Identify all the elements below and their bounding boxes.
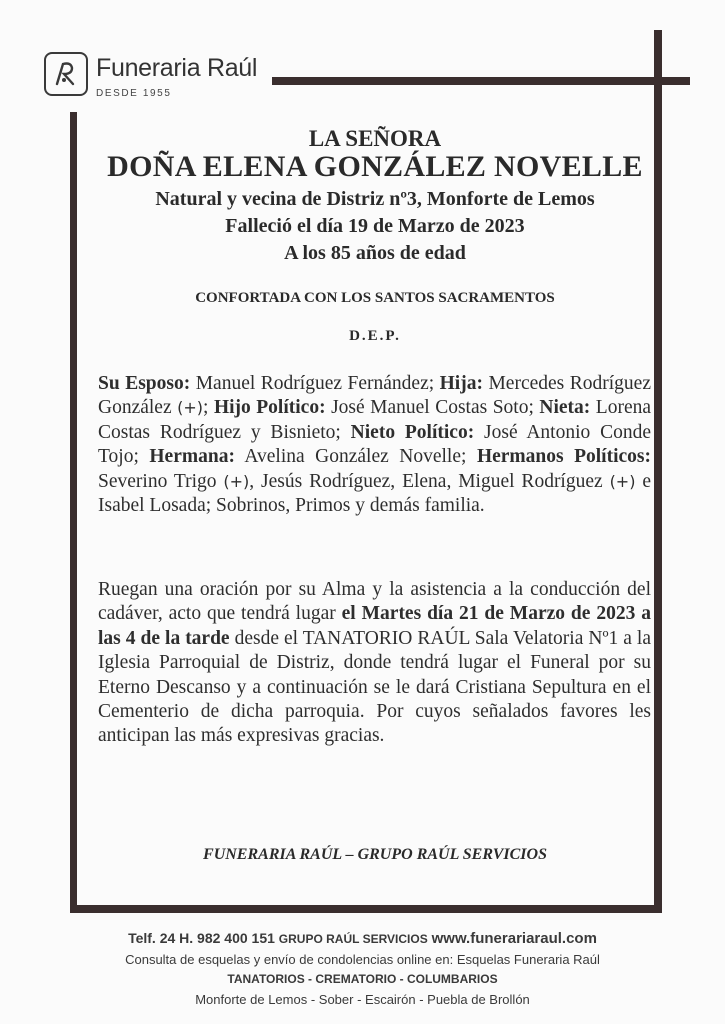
ceremony-paragraph [98, 578, 651, 749]
contact-line [0, 930, 725, 947]
notice-title: LA SEÑORA [308, 126, 442, 151]
contact-group: GRUPO RAÚL SERVICIOS [278, 932, 428, 946]
siblingsinlaw-names-3: e Isabel Losada; Sobrinos, Primos y demás familia. [98, 470, 651, 517]
dep-line: D.E.P. [349, 328, 401, 344]
siblingsinlaw-names-2: , Jesús Rodríguez, Elena, Miguel Rodríguez [249, 470, 610, 492]
sacraments-line: CONFORTADA CON LOS SANTOS SACRAMENTOS [195, 290, 555, 306]
signature: FUNERARIA RAÚL – GRUPO RAÚL SERVICIOS [203, 846, 547, 863]
siblingsinlaw-label: Hermanos Políticos: [476, 446, 651, 468]
deceased-cross-icon: (+) [177, 398, 204, 418]
soninlaw-label: Hijo Político: [213, 397, 326, 419]
brand-logo-icon [44, 52, 88, 96]
services-line: TANATORIOS - CREMATORIO - COLUMBARIOS [227, 972, 498, 986]
daughter-label: Hija: [439, 373, 483, 394]
spouse-label: Su Esposo: [98, 373, 191, 394]
frame-bottom-bar [70, 905, 662, 913]
spouse-name: Manuel Rodríguez Fernández; [190, 373, 440, 394]
sister-name: Avelina González Novelle; [234, 446, 477, 468]
grandsoninlaw-name: José Antonio Conde Tojo; [98, 421, 651, 468]
locations-line: Monforte de Lemos - Sober - Escairón - Puebla de Brollón [195, 992, 530, 1007]
deceased-cross-icon: (+) [223, 471, 250, 491]
siblingsinlaw-names-1: Severino Trigo [98, 470, 224, 492]
family-paragraph [98, 372, 651, 518]
brand-since: DESDE 1955 [96, 88, 172, 99]
soninlaw-name: José Manuel Costas Soto; [325, 397, 540, 419]
frame-left-bar [70, 112, 77, 913]
contact-phone: Telf. 24 H. 982 400 151 [128, 930, 275, 946]
deceased-cross-icon: (+) [609, 471, 636, 491]
brand-name: Funeraria Raúl [96, 54, 258, 82]
ceremony-date: el Martes día 21 de Marzo de 2023 a las 4 de la tarde [98, 603, 651, 649]
age-line: A los 85 años de edad [284, 242, 466, 264]
granddaughter-label: Nieta: [539, 397, 591, 419]
contact-website-link[interactable]: www.funerariaraul.com [431, 930, 597, 947]
sister-label: Hermana: [149, 446, 235, 468]
daughter-name: Mercedes Rodríguez González [98, 373, 651, 419]
ceremony-text-2: desde el TANATORIO RAÚL Sala Velatoria Nº1 a la Iglesia Parroquial de Distriz, donde tendrá lugar el Funeral por su Eterno Descanso y a continuación se le dará Cristiana Sepultura en el Cementerio de dicha parroquia. Por cuyos señalados favores les anticipan las más expresivas gracias. [98, 627, 651, 747]
online-line: Consulta de esquelas y envío de condolencias online en: Esquelas Funeraria Raúl [125, 952, 600, 967]
granddaughter-name: Lorena Costas Rodríguez y Bisnieto; [98, 397, 652, 443]
deceased-name: DOÑA ELENA GONZÁLEZ NOVELLE [107, 150, 643, 183]
frame-top-bar [272, 77, 690, 85]
ceremony-text-1: Ruegan una oración por su Alma y la asistencia a la conducción del cadáver, acto que tendrá lugar [98, 579, 651, 625]
separator: ; [203, 397, 214, 419]
grandsoninlaw-label: Nieto Político: [350, 421, 475, 443]
origin-line: Natural y vecina de Distriz nº3, Monforte de Lemos [155, 188, 595, 210]
death-date: Falleció el día 19 de Marzo de 2023 [225, 215, 525, 237]
